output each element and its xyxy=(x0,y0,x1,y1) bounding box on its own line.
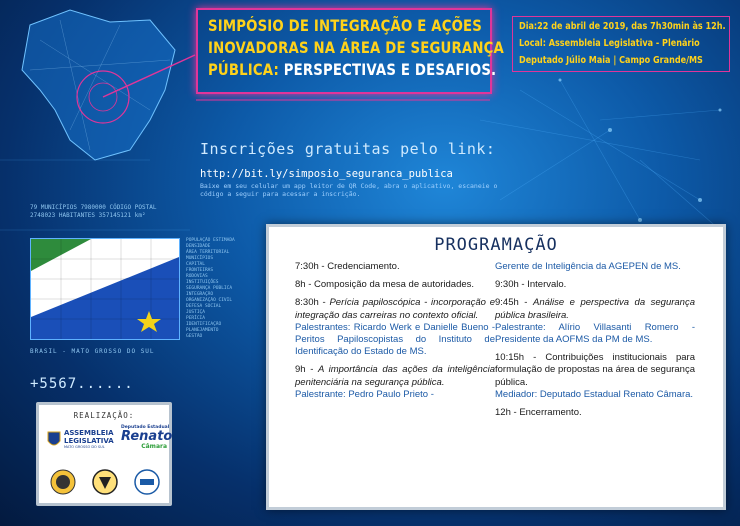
item-time: 9:45h xyxy=(495,297,519,309)
side-list-item: ORGANIZAÇÃO CIVIL xyxy=(186,298,233,303)
item-speaker: Mediador: Deputado Estadual Renato Câmara. xyxy=(495,388,694,400)
side-list-item: DEFESA SOCIAL xyxy=(186,304,222,309)
item-speaker: Palestrante: Pedro Paulo Prieto - xyxy=(295,388,434,400)
side-list xyxy=(186,238,235,340)
event-title-box xyxy=(196,8,504,94)
event-title-line2: INOVADORAS NA ÁREA DE SEGURANÇA xyxy=(208,38,504,57)
program-column-left xyxy=(295,261,495,407)
deputy-logo xyxy=(121,425,173,450)
ms-flag xyxy=(31,239,179,339)
side-list-item: SEGURANÇA PÚBLICA xyxy=(186,286,233,291)
organizers-box xyxy=(36,402,172,506)
item-text: Análise e perspectiva da segurança pública brasileira. xyxy=(495,297,695,321)
registration-note: Baixe em seu celular um app leitor de QR Code, abra o aplicativo, escaneie o código a seguir para acessar a inscrição. xyxy=(200,182,498,198)
event-info-box xyxy=(512,16,730,72)
item-time: 10:15h xyxy=(495,352,525,364)
police-badge-icon xyxy=(93,470,117,494)
item-time: 8:30h xyxy=(295,297,319,309)
event-title-line1: SIMPÓSIO DE INTEGRAÇÃO E AÇÕES xyxy=(208,16,483,35)
item-text: Composição da mesa de autoridades. xyxy=(314,279,475,291)
side-list-item: FRONTEIRAS xyxy=(186,268,214,273)
assembly-logo-line1: ASSEMBLEIA xyxy=(64,429,114,437)
item-time: 8h xyxy=(295,279,306,291)
side-list-item: POPULAÇÃO ESTIMADA xyxy=(186,238,235,243)
item-text: A importância das ações da inteligência penitenciária na segurança pública. xyxy=(295,364,495,388)
side-list-item: CAPITAL xyxy=(186,262,205,267)
side-list-item: JUSTIÇA xyxy=(186,310,205,315)
item-time: 12h xyxy=(495,407,511,419)
partner-logos xyxy=(47,467,163,497)
state-stats-line2: 2748023 HABITANTES 357145121 km² xyxy=(30,212,146,219)
state-stats xyxy=(30,204,156,220)
assembly-logo-line3: MATO GROSSO DO SUL xyxy=(64,445,105,449)
assembly-logo-line2: LEGISLATIVA xyxy=(64,437,114,445)
side-list-item: MUNICÍPIOS xyxy=(186,256,214,261)
program-item: 8h - Composição da mesa de autoridades. xyxy=(295,279,475,291)
crest-icon xyxy=(47,431,61,449)
side-list-item: PLANEJAMENTO xyxy=(186,328,219,333)
program-item: 7:30h - Credenciamento. xyxy=(295,261,400,272)
item-speaker: Palestrante: Alírio Villasanti Romero - Presidente da AOFMS da PM de MS. xyxy=(495,321,695,346)
event-venue: Deputado Júlio Maia | Campo Grande/MS xyxy=(519,55,703,66)
item-time: 9:30h xyxy=(495,279,519,291)
event-date: Dia:22 de abril de 2019, das 7h30min às 12h. xyxy=(519,21,726,32)
side-list-item: IDENTIFICAÇÃO xyxy=(186,322,222,327)
side-list-item: GESTÃO xyxy=(186,334,203,339)
side-list-item: INTEGRAÇÃO xyxy=(186,292,214,297)
side-list-item: PERÍCIA xyxy=(186,316,205,321)
item-text: Perícia papiloscópica - incorporação e integração das carreiras no contexto oficial. xyxy=(295,297,495,321)
side-list-item: DENSIDADE xyxy=(186,244,211,249)
flag-caption: BRASIL - MATO GROSSO DO SUL xyxy=(30,348,155,355)
item-time: 9h xyxy=(295,364,306,376)
deputy-logo-sub: Câmara xyxy=(141,443,167,450)
program-item: 12h - Encerramento. xyxy=(495,407,582,419)
item-text: Encerramento. xyxy=(519,407,582,419)
program-item-continuation: Gerente de Inteligência da AGEPEN de MS. xyxy=(495,261,681,272)
program-item: 9:30h - Intervalo. xyxy=(495,279,567,291)
event-title-line3 xyxy=(208,60,496,79)
state-map xyxy=(22,10,195,160)
item-time: 7:30h xyxy=(295,261,319,272)
event-title-line3b: PERSPECTIVAS E DESAFIOS. xyxy=(283,60,497,79)
registration-link[interactable]: http://bit.ly/simposio_seguranca_publica xyxy=(200,168,453,180)
program-column-right xyxy=(495,261,695,425)
event-title-line3a: PÚBLICA: xyxy=(208,60,279,79)
deputy-logo-name: Renato xyxy=(121,429,173,444)
side-list-item: ÁREA TERRITORIAL xyxy=(186,250,230,255)
item-text: Intervalo. xyxy=(527,279,567,291)
program-box xyxy=(266,224,726,510)
program-item: 10:15h - Contribuições institucionais para formulação de propostas na área de segurança pública. Mediador: Deputado Estadual Renato Câmara. xyxy=(495,352,695,400)
side-list-item: RODOVIAS xyxy=(186,274,208,279)
event-location: Local: Assembleia Legislativa - Plenário xyxy=(519,38,700,49)
institute-logo-icon xyxy=(135,470,159,494)
program-title: PROGRAMAÇÃO xyxy=(434,235,558,255)
item-text: Credenciamento. xyxy=(327,261,400,272)
program-item: 9h - A importância das ações da inteligência penitenciária na segurança pública. Palestrante: Pedro Paulo Prieto - xyxy=(295,364,495,400)
state-stats-line1: 79 MUNICÍPIOS 7980000 CÓDIGO POSTAL xyxy=(30,204,157,211)
side-list-item: INSTITUIÇÕES xyxy=(186,280,219,285)
item-text: Contribuições institucionais para formulação de propostas na área de segurança pública. xyxy=(495,352,695,388)
deputy-logo-top: Deputado Estadual xyxy=(121,425,170,430)
program-item: 9:45h - Análise e perspectiva da segurança pública brasileira. Palestrante: Alírio Villasanti Romero - Presidente da AOFMS da PM de MS. xyxy=(495,297,695,346)
item-speaker: Palestrantes: Ricardo Werk e Danielle Bueno - Peritos Papiloscopistas do Instituto de Identificação do Estado de MS. xyxy=(295,321,495,358)
phone-counter: +5567...... xyxy=(30,376,134,392)
flag-frame xyxy=(30,238,180,340)
badge-icon xyxy=(51,470,75,494)
registration-title: Inscrições gratuitas pelo link: xyxy=(200,140,496,158)
organizers-title: REALIZAÇÃO: xyxy=(73,411,135,420)
program-item: 8:30h - Perícia papiloscópica - incorporação e integração das carreiras no contexto oficial. Palestrantes: Ricardo Werk e Danielle Bueno - Peritos Papiloscopistas do Instituto de Identificação do Estado de MS. xyxy=(295,297,495,358)
